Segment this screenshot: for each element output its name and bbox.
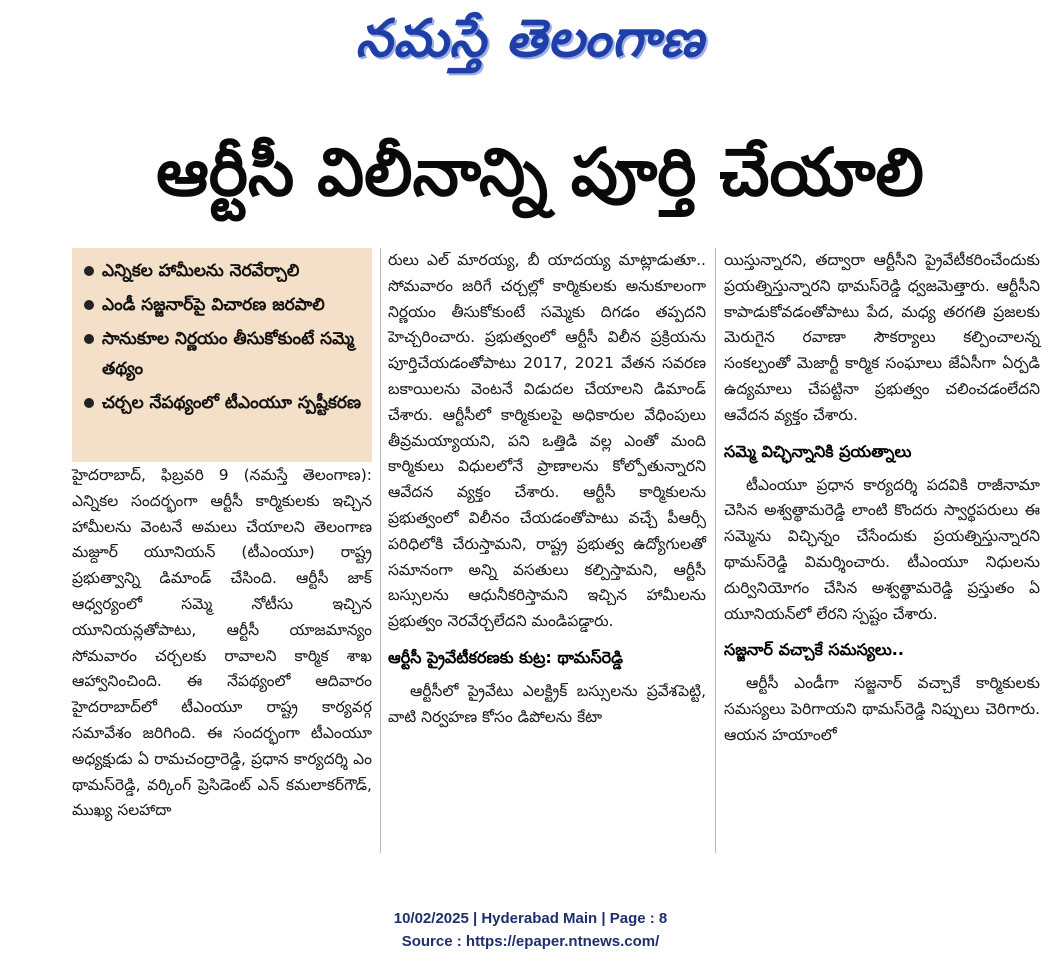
section-subheading: సమ్మె విచ్ఛిన్నానికి ప్రయత్నాలు (724, 441, 912, 461)
newspaper-masthead: నమస్తే తెలంగాణ (355, 9, 705, 69)
bullet-icon (84, 398, 94, 408)
bullet-icon (84, 300, 94, 310)
section-subheading: సజ్జనార్ వచ్చాకే సమస్యలు.. (724, 640, 904, 660)
article-paragraph: టీఎంయూ ప్రధాన కార్యదర్శి పదవికి రాజీనామా చెసిన అశ్వత్థామరెడ్డి లాంటి కొందరు స్వార్థపరులు ఈ సమ్మెను విచ్ఛిన్నం చేసేందుకు ప్రయత్నిస్తున్నారని థామస్‌రెడ్డి విమర్శించారు. టీఎంయూ నిధులను దుర్వినియోగం చేసిన అశ్వత్థామరెడ్డి ప్రస్తుతం ఏ యూనియన్‌లో లేరని స్పష్టం చేశారు. (724, 475, 1040, 623)
source-link[interactable]: Source : https://epaper.ntnews.com/ (401, 933, 660, 950)
article-paragraph: రులు ఎల్ మారయ్య, బీ యాదయ్య మాట్లాడుతూ.. సోమవారం జరిగే చర్చల్లో కార్మికులకు అనుకూలంగా నిర్ణయం తీసుకోకుంటే సమ్మెకు దిగడం తప్పదని హెచ్చరించారు. ప్రభుత్వంలో ఆర్టీసీ విలీన ప్రక్రియను పూర్తిచేయడంతోపాటు 2017, 2021 వేతన సవరణ బకాయిలను వెంటనే విడుదల చేయాలని డిమాండ్ చేశారు. ఆర్టీసీలో కార్మికులపై అధికారుల వేధింపులు తీవ్రమయ్యాయని, పని ఒత్తిడి వల్ల ఎంతో మంది కార్మికులు విధులలోనే ప్రాణాలను కోల్పోతున్నారని ఆవేదన వ్యక్తం చేశారు. ఆర్టీసీ కార్మికులను ప్రభుత్వంలో విలీనం చేయడంతోపాటు వచ్చే పీఆర్సీ పరిధిలోకి చేరుస్తామని, రాష్ట్ర ప్రభుత్వ ఉద్యోగులతో సమానంగా అన్ని వసతులు కల్పిస్తామని, ఆర్టీసీ బస్సులను ఆధునీకరిస్తామని ఇచ్చిన హామీలను ప్రభుత్వం నెరవేర్చలేదని మండిపడ్డారు. (388, 251, 706, 631)
highlights-box (72, 248, 372, 462)
highlight-item (80, 388, 366, 418)
article-headline: ఆర్టీసీ విలీనాన్ని పూర్తి చేయాలి (156, 134, 924, 211)
article-paragraph: ఆర్టీసీ ఎండీగా సజ్జనార్ వచ్చాకే కార్మికులకు సమస్యలు పెరిగాయని థామస్‌రెడ్డి నిప్పులు చెరిగారు. ఆయన హయాంలో (724, 674, 1040, 744)
article-paragraph: ఆర్టీసీలో ప్రైవేటు ఎలక్ట్రిక్ బస్సులను ప్రవేశపెట్టి, వాటి నిర్వహణ కోసం డిపోలను కేటా (388, 681, 706, 726)
column-divider (380, 248, 381, 853)
highlight-item (80, 290, 366, 320)
highlight-item (80, 324, 366, 384)
highlight-text: ఎండీ సజ్జనార్‌పై విచారణ జరపాలి (102, 295, 325, 315)
bullet-icon (84, 334, 94, 344)
article-paragraph: హైదరాబాద్, ఫిబ్రవరి 9 (నమస్తే తెలంగాణ): ఎన్నికల సందర్భంగా ఆర్టీసీ కార్మికులకు ఇచ్చిన హామీలను వెంటనే అమలు చేయాలని తెలంగాణ మజ్దూర్ యూనియన్ (టీఎంయూ) రాష్ట్ర ప్రభుత్వాన్ని డిమాండ్ చేసింది. ఆర్టీసీ జాక్ ఆధ్వర్యంలో సమ్మె నోటీసు ఇచ్చిన యూనియన్లతోపాటు, ఆర్టీసీ యాజమాన్యం సోమవారం చర్చలకు రావాలని కార్మిక శాఖ ఆహ్వానించింది. ఈ నేపథ్యంలో ఆదివారం హైదరాబాద్‌లో టీఎంయూ రాష్ట్ర కార్యవర్గ సమావేశం జరిగింది. ఈ సందర్భంగా టీఎంయూ అధ్యక్షుడు ఏ రామచంద్రారెడ్డి, ప్రధాన కార్యదర్శి ఎం థామస్‌రెడ్డి, వర్కింగ్ ప్రెసిడెంట్ ఎన్ కమలాకర్‌గౌడ్, ముఖ్య సలహాదా (72, 466, 372, 820)
highlight-text: ఎన్నికల హామీలను నెరవేర్చాలి (102, 261, 300, 281)
highlight-item (80, 256, 366, 286)
bullet-icon (84, 266, 94, 276)
article-column-3 (724, 248, 1040, 853)
highlight-text: చర్చల నేపథ్యంలో టీఎంయూ స్పష్టీకరణ (102, 393, 362, 413)
article-paragraph: యిస్తున్నారని, తద్వారా ఆర్టీసీని ప్రైవేటీకరించేందుకు ప్రయత్నిస్తున్నారని థామస్‌రెడ్డి ధ్వజమెత్తారు. ఆర్టీసీని కాపాడుకోవడంతోపాటు పేద, మధ్య తరగతి ప్రజలకు మెరుగైన రవాణా సౌకర్యాలు కల్పించాలన్న సంకల్పంతో మెజార్టీ కార్మిక సంఘాలు జేఏసీగా ఏర్పడి ఉద్యమాలు చేపట్టినా ప్రభుత్వం చలించడంలేదని ఆవేదన వ్యక్తం చేశారు. (724, 251, 1040, 424)
highlight-text: సానుకూల నిర్ణయం తీసుకోకుంటే సమ్మె తథ్యం (102, 329, 355, 379)
edition-info: 10/02/2025 | Hyderabad Main | Page : 8 (393, 910, 668, 927)
article-column-2 (388, 248, 706, 853)
section-subheading: ఆర్టీసీ ప్రైవేటీకరణకు కుట్ర: థామస్‌రెడ్డి (388, 647, 623, 667)
column-divider (715, 248, 716, 853)
article-column-1 (72, 463, 372, 853)
